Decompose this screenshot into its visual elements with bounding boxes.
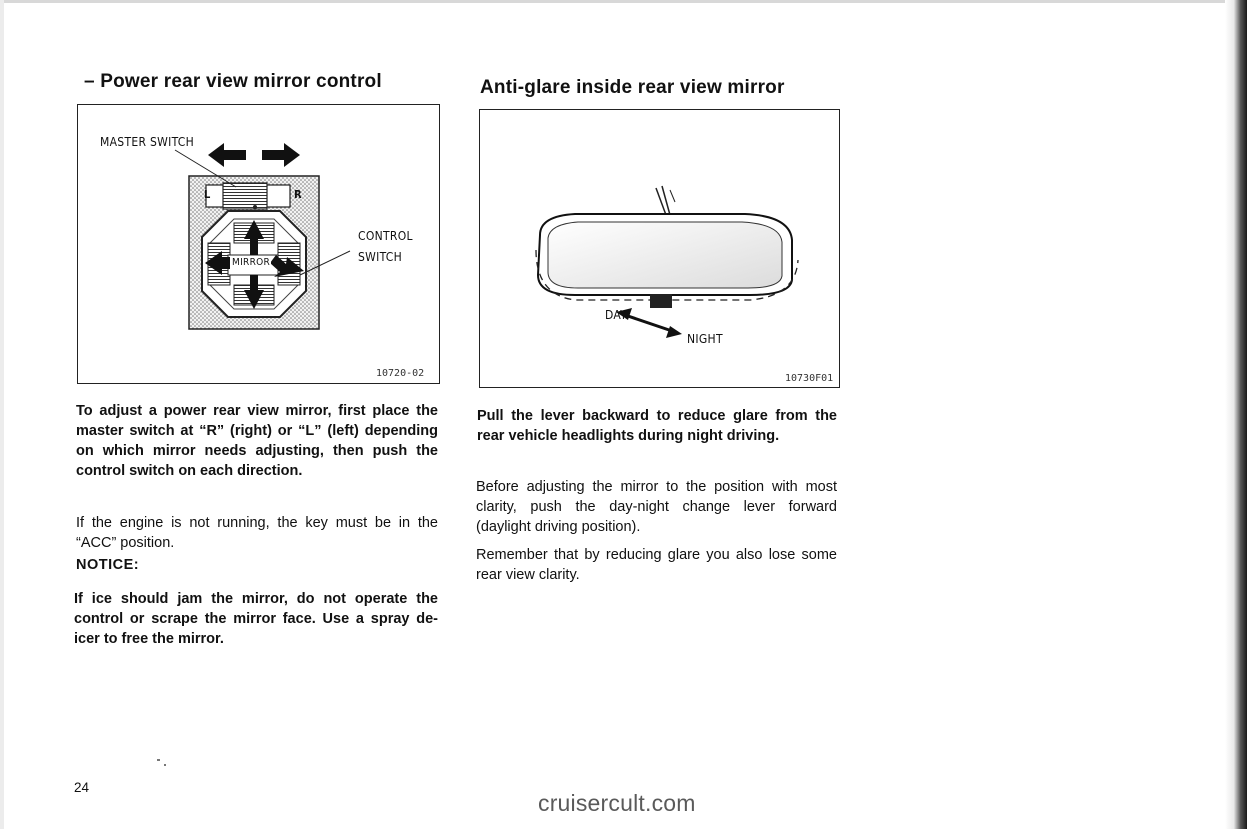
notice-text: If ice should jam the mirror, do not operate the control or scrape the mirror face. Use a spray de-icer to free the mirror.: [74, 591, 438, 647]
right-paragraph-2: Before adjusting the mirror to the position with most clarity, push the day-night change lever forward (daylight driving position).: [476, 479, 837, 535]
control-label: CONTROL: [358, 229, 413, 243]
master-switch-knob: [223, 183, 267, 209]
mirror-diagram: [480, 110, 839, 387]
day-label: DAY: [605, 308, 628, 322]
site-watermark: cruisercult.com: [538, 790, 696, 816]
left-arrow-icon: [208, 143, 246, 167]
figure-code: 10720-02: [376, 368, 425, 379]
right-arrow-icon: [262, 143, 300, 167]
switch-label: SWITCH: [358, 250, 403, 264]
left-paragraph-2: If the engine is not running, the key must be in the “ACC” position.: [76, 515, 438, 551]
mirror-label: MIRROR: [232, 257, 271, 268]
night-label: NIGHT: [687, 332, 723, 346]
right-paragraph-3: Remember that by reducing glare you also lose some rear view clarity.: [476, 547, 837, 583]
notice-label: NOTICE:: [76, 557, 140, 573]
l-position-label: L: [204, 188, 211, 201]
left-paragraph-1: To adjust a power rear view mirror, first place the master switch at “R” (right) or “L” (left) depending on which mirror needs adjusting, then push the control switch on each direction.: [76, 403, 438, 479]
page-left-edge: [0, 0, 4, 829]
page-binding-shadow: [1225, 0, 1247, 829]
power-mirror-switch-figure: [77, 104, 440, 384]
right-section-heading: Anti-glare inside rear view mirror: [480, 77, 785, 98]
left-section-heading: – Power rear view mirror control: [84, 71, 382, 92]
night-arrow-icon: [666, 326, 682, 338]
r-position-label: R: [294, 188, 302, 201]
page-number: 24: [74, 780, 90, 795]
right-paragraph-1: Pull the lever backward to reduce glare from the rear vehicle headlights during night driving.: [477, 408, 837, 444]
master-switch-label: MASTER SWITCH: [100, 135, 195, 149]
page-top-edge: [0, 0, 1247, 3]
day-night-lever: [650, 294, 672, 308]
anti-glare-mirror-figure: [479, 109, 840, 388]
mirror-glass: [548, 222, 782, 288]
figure-code: 10730F01: [785, 373, 834, 384]
